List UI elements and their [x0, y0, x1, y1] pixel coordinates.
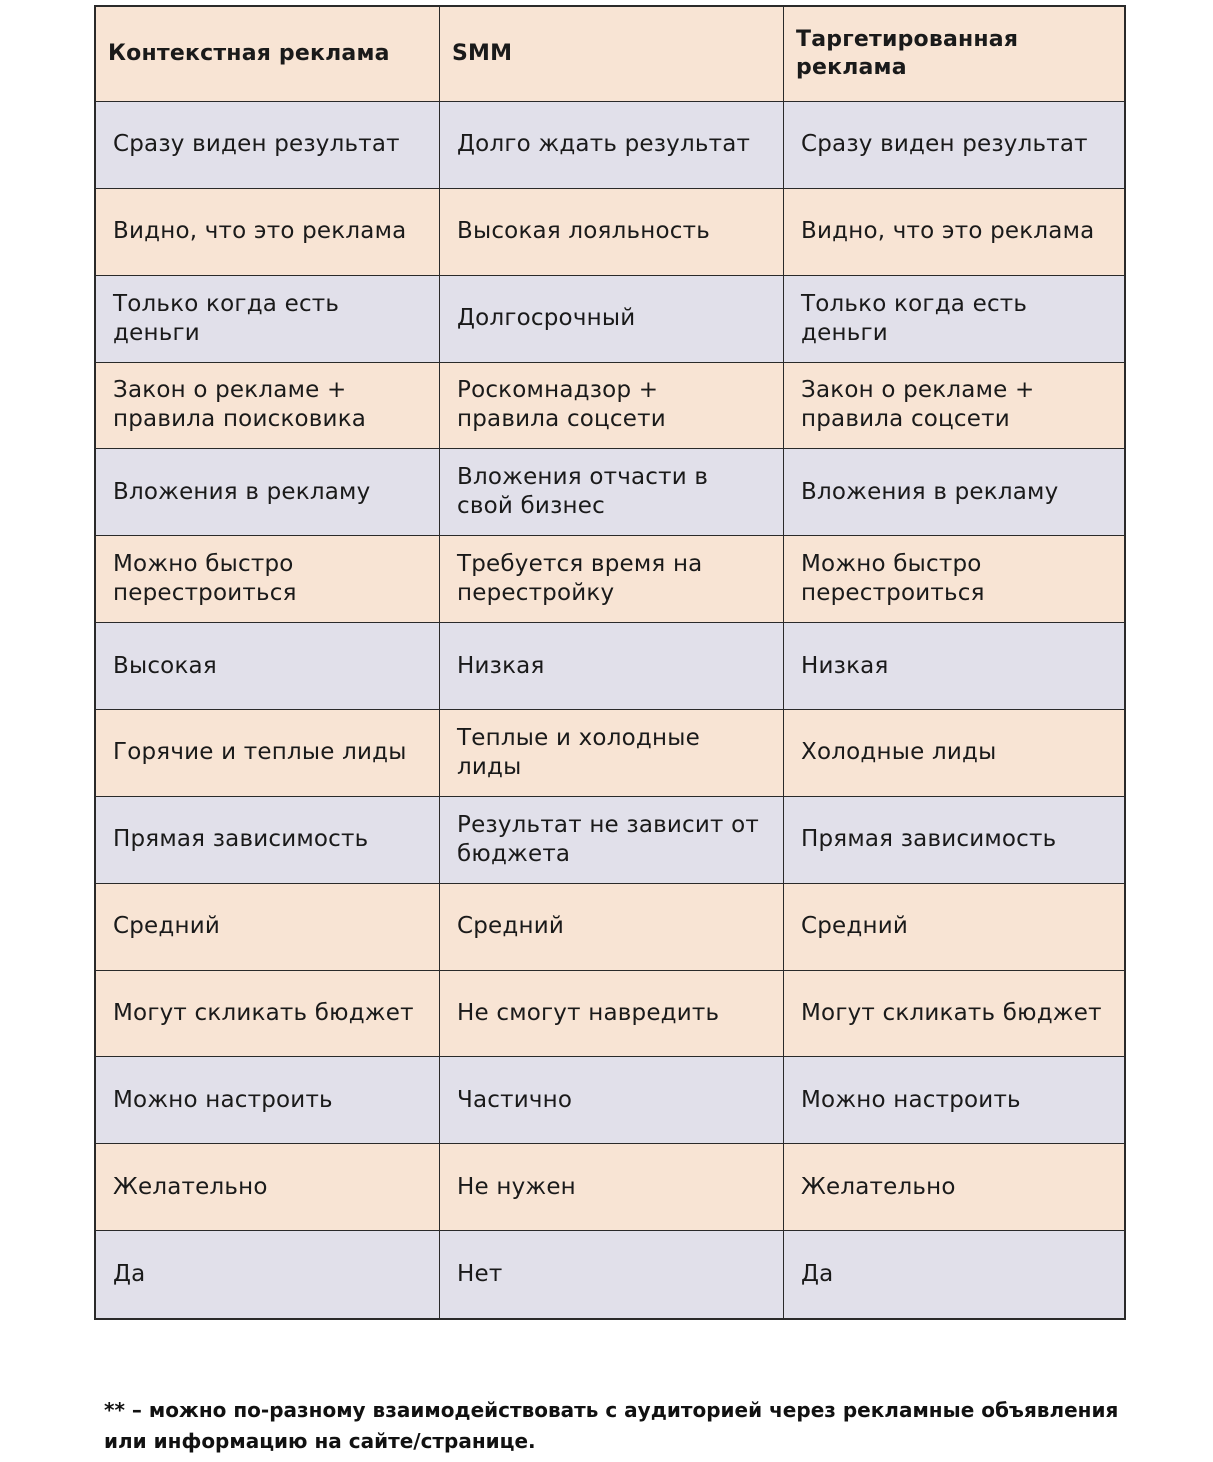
table-cell: Можно быстро перестроиться [96, 536, 440, 623]
table-cell: Теплые и холодные лиды [440, 710, 784, 797]
table-cell: Только когда есть деньги [784, 276, 1124, 363]
table-cell: Сразу виден результат [96, 102, 440, 189]
header-cell-smm: SMM [440, 7, 784, 102]
table-cell: Не нужен [440, 1144, 784, 1231]
table-cell: Желательно [784, 1144, 1124, 1231]
table-cell: Средний [440, 884, 784, 971]
table-cell: Высокая [96, 623, 440, 710]
table-cell: Роскомнадзор + правила соцсети [440, 363, 784, 450]
table-cell: Низкая [784, 623, 1124, 710]
table-cell: Высокая лояльность [440, 189, 784, 276]
table-cell: Средний [96, 884, 440, 971]
table-cell: Можно настроить [784, 1057, 1124, 1144]
table-cell: Сразу виден результат [784, 102, 1124, 189]
table-cell: Да [96, 1231, 440, 1318]
table-cell: Результат не зависит от бюджета [440, 797, 784, 884]
table-cell: Частично [440, 1057, 784, 1144]
footnote: ** – можно по-разному взаимодействовать с аудиторией через рекламные объявления или информацию на сайте/странице. [104, 1398, 1119, 1453]
table-cell: Видно, что это реклама [96, 189, 440, 276]
table-cell: Долгосрочный [440, 276, 784, 363]
table-cell: Видно, что это реклама [784, 189, 1124, 276]
table-cell: Можно настроить [96, 1057, 440, 1144]
table-cell: Прямая зависимость [784, 797, 1124, 884]
table-cell: Прямая зависимость [96, 797, 440, 884]
table-cell: Требуется время на перестройку [440, 536, 784, 623]
table-cell: Не смогут навредить [440, 971, 784, 1058]
table-cell: Средний [784, 884, 1124, 971]
table-cell: Желательно [96, 1144, 440, 1231]
table-cell: Нет [440, 1231, 784, 1318]
table-cell: Могут скликать бюджет [784, 971, 1124, 1058]
table-cell: Вложения в рекламу [784, 449, 1124, 536]
header-cell-context: Контекстная реклама [96, 7, 440, 102]
comparison-table [94, 5, 1126, 1320]
table-cell: Низкая [440, 623, 784, 710]
header-cell-targeted: Таргетированная реклама [784, 7, 1124, 102]
table-cell: Да [784, 1231, 1124, 1318]
table-cell: Могут скликать бюджет [96, 971, 440, 1058]
table-cell: Закон о рекламе + правила соцсети [784, 363, 1124, 450]
table-cell: Вложения в рекламу [96, 449, 440, 536]
table-cell: Закон о рекламе + правила поисковика [96, 363, 440, 450]
table-cell: Долго ждать результат [440, 102, 784, 189]
table-cell: Горячие и теплые лиды [96, 710, 440, 797]
table-cell: Холодные лиды [784, 710, 1124, 797]
table-cell: Вложения отчасти в свой бизнес [440, 449, 784, 536]
table-cell: Можно быстро перестроиться [784, 536, 1124, 623]
table-cell: Только когда есть деньги [96, 276, 440, 363]
